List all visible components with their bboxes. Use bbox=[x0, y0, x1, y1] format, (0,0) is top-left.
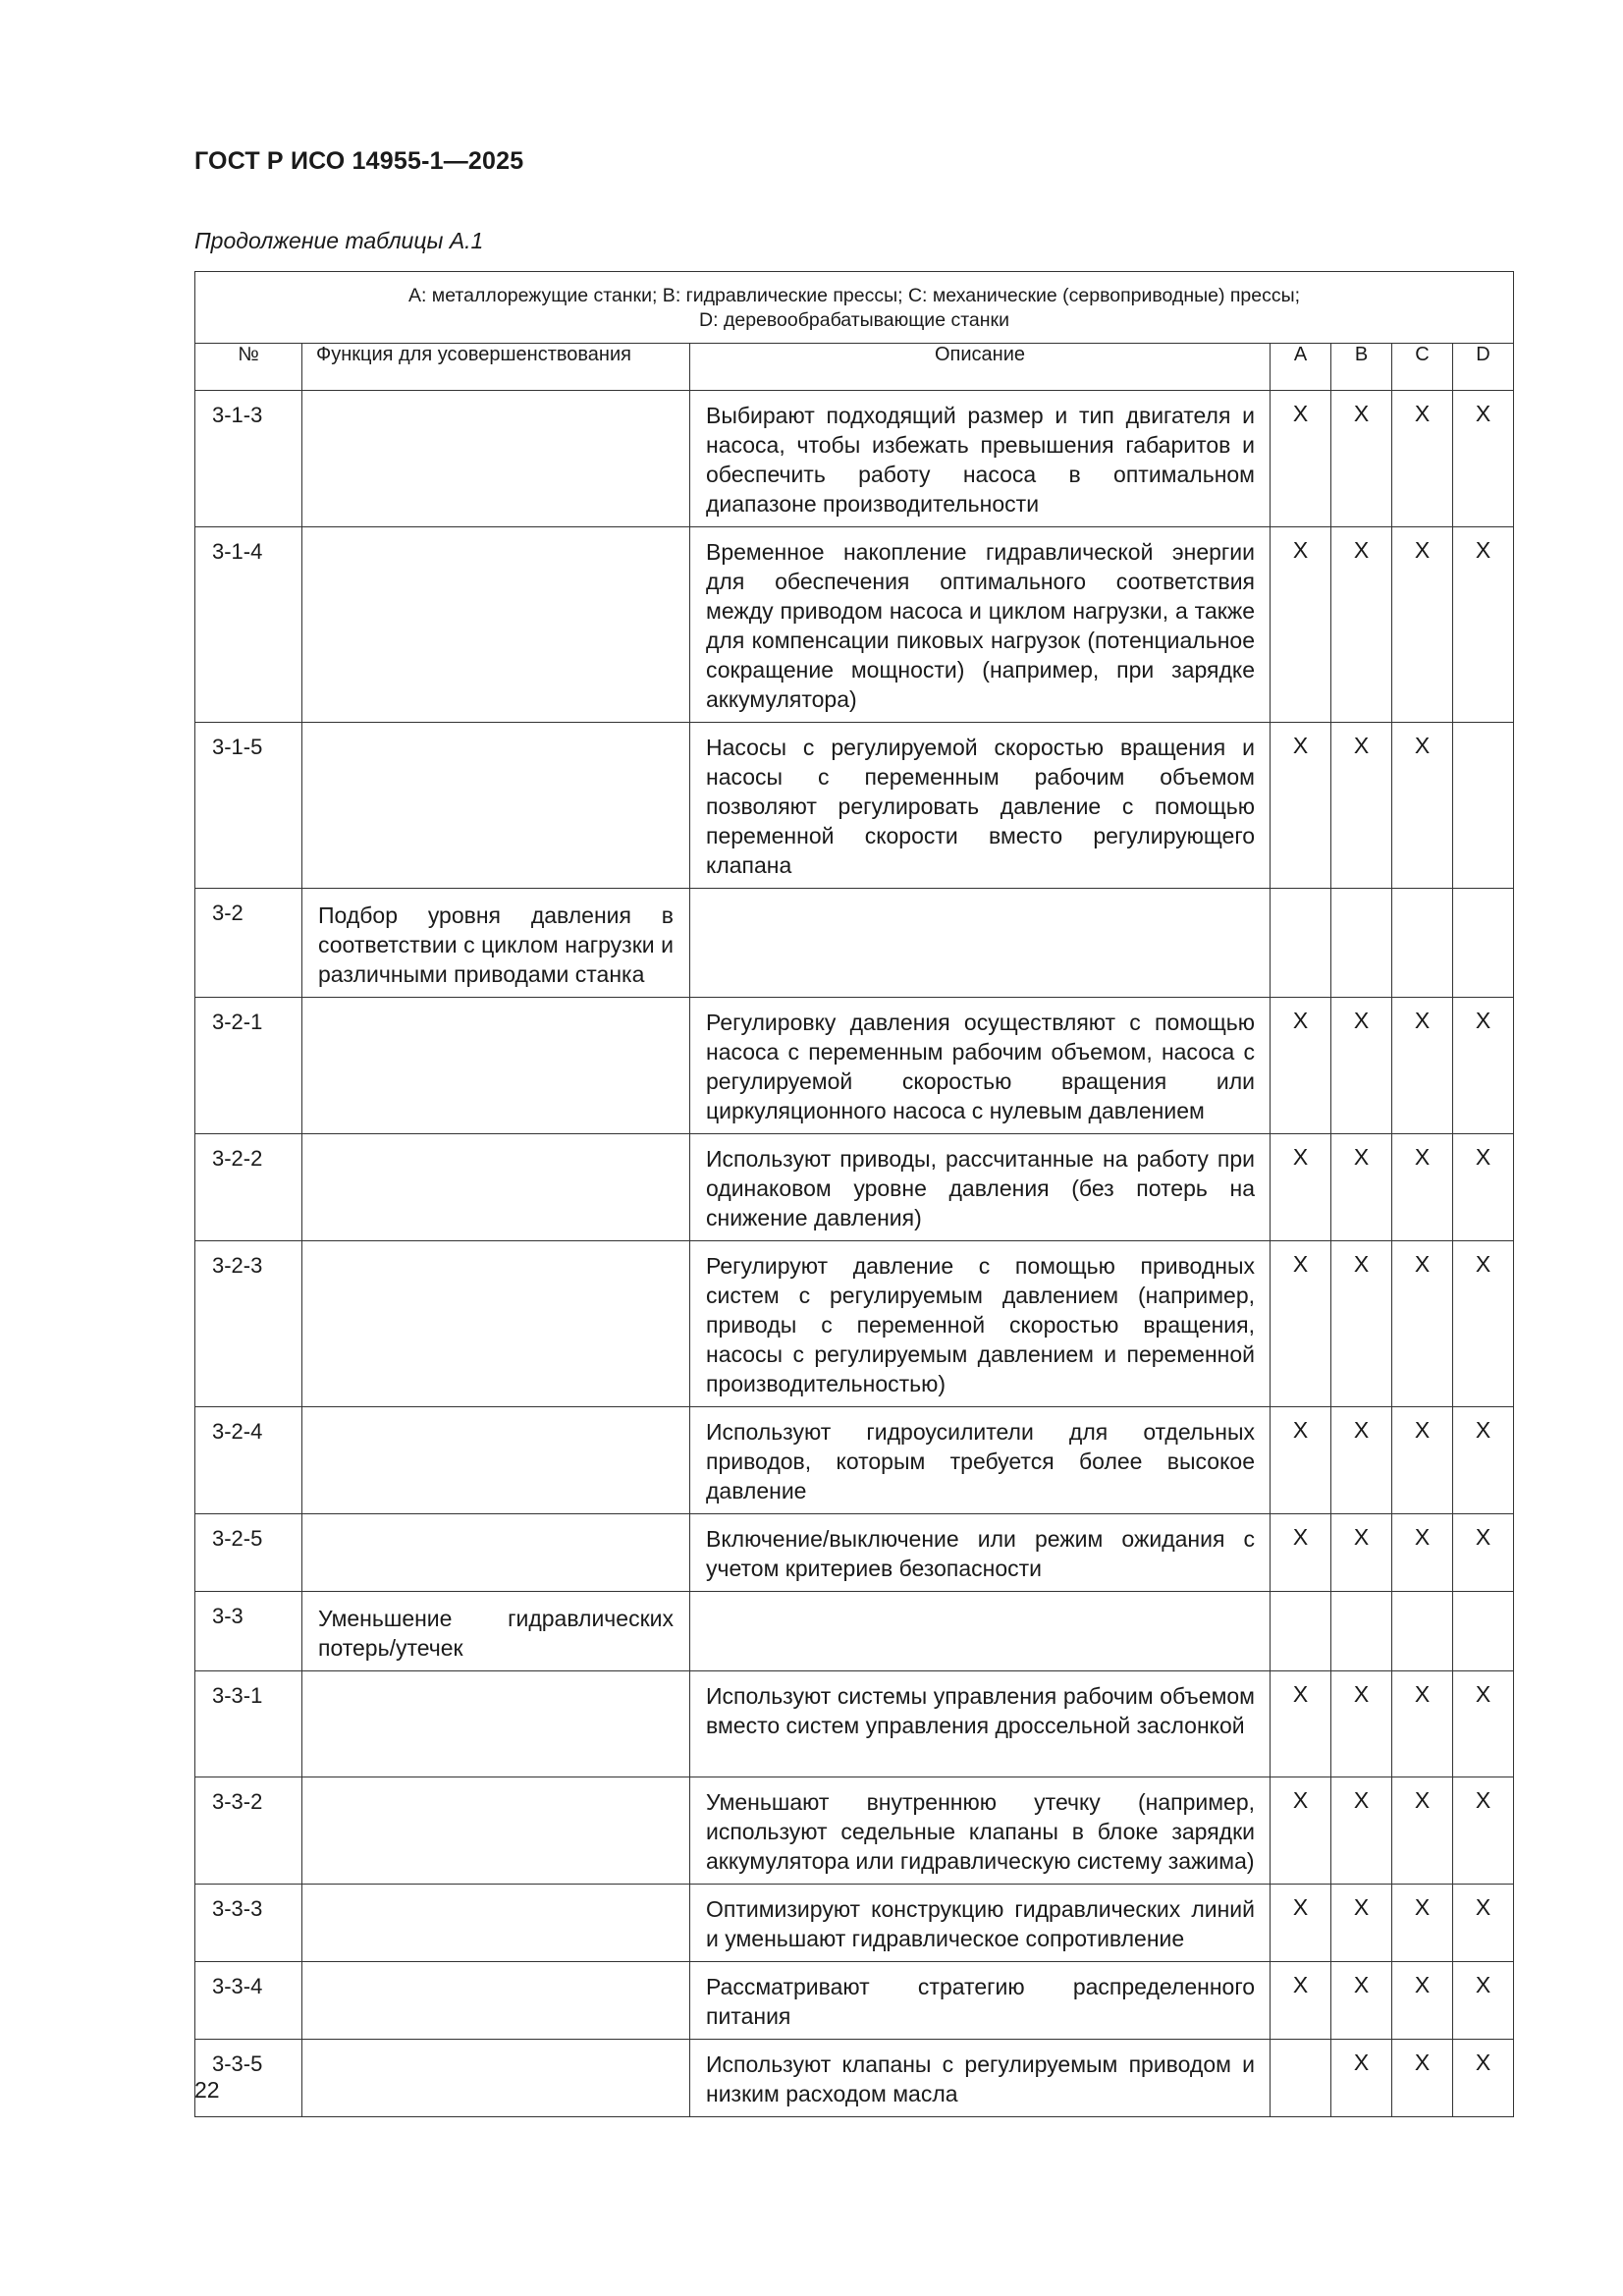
row-mark-c: X bbox=[1392, 723, 1453, 889]
row-mark-c: X bbox=[1392, 1962, 1453, 2040]
machine-type-legend bbox=[195, 272, 1514, 344]
row-mark-c: X bbox=[1392, 1241, 1453, 1407]
row-description: Уменьшают внутреннюю утечку (например, используют седельные клапаны в блоке зарядки аккумулятора или гидравлическую систему зажима) bbox=[690, 1777, 1271, 1885]
row-description: Насосы с регулируемой скоростью вращения и насосы с переменным рабочим объемом позволяют регулировать давление с помощью переменной скорости вместо регулирующего клапана bbox=[690, 723, 1271, 889]
table-row bbox=[195, 723, 1514, 889]
row-description: Используют системы управления рабочим объемом вместо систем управления дроссельной заслонкой bbox=[690, 1671, 1271, 1777]
row-description: Рассматривают стратегию распределенного питания bbox=[690, 1962, 1271, 2040]
row-description: Используют гидроусилители для отдельных приводов, которым требуется более высокое давление bbox=[690, 1407, 1271, 1514]
row-mark-d: X bbox=[1453, 1407, 1514, 1514]
row-mark-c: X bbox=[1392, 1671, 1453, 1777]
row-number: 3-2-2 bbox=[195, 1134, 302, 1241]
row-mark-c bbox=[1392, 1592, 1453, 1671]
table-caption: Продолжение таблицы А.1 bbox=[194, 228, 484, 253]
row-mark-b: X bbox=[1331, 998, 1392, 1134]
table-row bbox=[195, 1777, 1514, 1885]
row-description: Оптимизируют конструкцию гидравлических линий и уменьшают гидравлическое сопротивление bbox=[690, 1885, 1271, 1962]
row-description: Используют клапаны с регулируемым приводом и низким расходом масла bbox=[690, 2040, 1271, 2117]
row-mark-d: X bbox=[1453, 1514, 1514, 1592]
row-description: Регулируют давление с помощью приводных систем с регулируемым давлением (например, приводы с переменной скоростью вращения, насосы с регулируемым давлением и переменной производительностью) bbox=[690, 1241, 1271, 1407]
table-row bbox=[195, 2040, 1514, 2117]
row-function: Подбор уровня давления в соответствии с циклом нагрузки и различными приводами станка bbox=[302, 889, 690, 998]
row-function bbox=[302, 1241, 690, 1407]
row-function bbox=[302, 1777, 690, 1885]
row-mark-c: X bbox=[1392, 1514, 1453, 1592]
header-b: B bbox=[1331, 344, 1392, 391]
row-mark-d: X bbox=[1453, 527, 1514, 723]
header-description: Описание bbox=[690, 344, 1271, 391]
row-mark-b: X bbox=[1331, 527, 1392, 723]
row-description bbox=[690, 889, 1271, 998]
header-c: C bbox=[1392, 344, 1453, 391]
row-mark-c bbox=[1392, 889, 1453, 998]
row-mark-c: X bbox=[1392, 1134, 1453, 1241]
table-row bbox=[195, 1407, 1514, 1514]
row-mark-c: X bbox=[1392, 1885, 1453, 1962]
table-row bbox=[195, 1592, 1514, 1671]
table-row bbox=[195, 1671, 1514, 1777]
row-mark-b: X bbox=[1331, 2040, 1392, 2117]
row-mark-b bbox=[1331, 1592, 1392, 1671]
row-mark-b: X bbox=[1331, 391, 1392, 527]
row-mark-d: X bbox=[1453, 391, 1514, 527]
row-mark-a: X bbox=[1271, 527, 1331, 723]
row-mark-b: X bbox=[1331, 1671, 1392, 1777]
header-num: № bbox=[195, 344, 302, 391]
row-function bbox=[302, 1885, 690, 1962]
document-code: ГОСТ Р ИСО 14955-1—2025 bbox=[194, 147, 524, 175]
row-mark-a: X bbox=[1271, 1671, 1331, 1777]
row-mark-a: X bbox=[1271, 391, 1331, 527]
row-mark-b: X bbox=[1331, 1407, 1392, 1514]
legend-line-1: А: металлорежущие станки; В: гидравлические прессы; С: механические (сервоприводные) прессы; bbox=[407, 285, 1301, 306]
table-row bbox=[195, 1514, 1514, 1592]
row-mark-c: X bbox=[1392, 1407, 1453, 1514]
table-row bbox=[195, 998, 1514, 1134]
row-number: 3-3-2 bbox=[195, 1777, 302, 1885]
row-function bbox=[302, 1514, 690, 1592]
row-mark-c: X bbox=[1392, 2040, 1453, 2117]
row-function bbox=[302, 723, 690, 889]
row-mark-a bbox=[1271, 889, 1331, 998]
legend-line-2: D: деревообрабатывающие станки bbox=[699, 309, 1009, 331]
row-function bbox=[302, 1134, 690, 1241]
row-mark-c: X bbox=[1392, 391, 1453, 527]
row-mark-d bbox=[1453, 723, 1514, 889]
row-mark-d: X bbox=[1453, 1777, 1514, 1885]
table-row bbox=[195, 1134, 1514, 1241]
header-a: A bbox=[1271, 344, 1331, 391]
row-mark-d: X bbox=[1453, 1885, 1514, 1962]
row-description: Регулировку давления осуществляют с помощью насоса с переменным рабочим объемом, насоса с регулируемой скоростью вращения или циркуляционного насоса с нулевым давлением bbox=[690, 998, 1271, 1134]
row-number: 3-2-1 bbox=[195, 998, 302, 1134]
row-mark-d bbox=[1453, 1592, 1514, 1671]
table-row bbox=[195, 1885, 1514, 1962]
row-function bbox=[302, 998, 690, 1134]
row-number: 3-2-3 bbox=[195, 1241, 302, 1407]
row-function bbox=[302, 527, 690, 723]
row-number: 3-1-3 bbox=[195, 391, 302, 527]
row-function bbox=[302, 391, 690, 527]
row-mark-a: X bbox=[1271, 1134, 1331, 1241]
row-number: 3-1-4 bbox=[195, 527, 302, 723]
table-row bbox=[195, 527, 1514, 723]
row-mark-c: X bbox=[1392, 527, 1453, 723]
row-mark-a: X bbox=[1271, 723, 1331, 889]
row-number: 3-2-4 bbox=[195, 1407, 302, 1514]
row-number: 3-3-3 bbox=[195, 1885, 302, 1962]
table-row bbox=[195, 1962, 1514, 2040]
row-mark-b: X bbox=[1331, 1962, 1392, 2040]
row-mark-a: X bbox=[1271, 1407, 1331, 1514]
row-number: 3-3-1 bbox=[195, 1671, 302, 1777]
table-body bbox=[195, 391, 1514, 2117]
table-row bbox=[195, 1241, 1514, 1407]
row-mark-d: X bbox=[1453, 998, 1514, 1134]
row-mark-d: X bbox=[1453, 1241, 1514, 1407]
row-mark-a: X bbox=[1271, 998, 1331, 1134]
header-d: D bbox=[1453, 344, 1514, 391]
row-mark-b: X bbox=[1331, 1241, 1392, 1407]
row-mark-d: X bbox=[1453, 1671, 1514, 1777]
row-function: Уменьшение гидравлических потерь/утечек bbox=[302, 1592, 690, 1671]
row-mark-b: X bbox=[1331, 1134, 1392, 1241]
row-function bbox=[302, 1407, 690, 1514]
row-mark-b: X bbox=[1331, 1777, 1392, 1885]
row-function bbox=[302, 1962, 690, 2040]
row-description: Выбирают подходящий размер и тип двигателя и насоса, чтобы избежать превышения габаритов и обеспечить работу насоса в оптимальном диапазоне производительности bbox=[690, 391, 1271, 527]
row-number: 3-3-4 bbox=[195, 1962, 302, 2040]
row-mark-a bbox=[1271, 2040, 1331, 2117]
row-description: Временное накопление гидравлической энергии для обеспечения оптимального соответствия между приводом насоса и циклом нагрузки, а также для компенсации пиковых нагрузок (потенциальное сокращение мощности) (например, при зарядке аккумулятора) bbox=[690, 527, 1271, 723]
table-row bbox=[195, 889, 1514, 998]
row-mark-d: X bbox=[1453, 1134, 1514, 1241]
row-mark-c: X bbox=[1392, 998, 1453, 1134]
row-number: 3-2-5 bbox=[195, 1514, 302, 1592]
row-function bbox=[302, 1671, 690, 1777]
row-mark-d: X bbox=[1453, 1962, 1514, 2040]
row-mark-a: X bbox=[1271, 1777, 1331, 1885]
row-mark-a: X bbox=[1271, 1885, 1331, 1962]
row-mark-d: X bbox=[1453, 2040, 1514, 2117]
row-description: Включение/выключение или режим ожидания с учетом критериев безопасности bbox=[690, 1514, 1271, 1592]
row-number: 3-1-5 bbox=[195, 723, 302, 889]
column-header-row bbox=[195, 344, 1514, 391]
row-number: 3-2 bbox=[195, 889, 302, 998]
row-description: Используют приводы, рассчитанные на работу при одинаковом уровне давления (без потерь на снижение давления) bbox=[690, 1134, 1271, 1241]
row-mark-a: X bbox=[1271, 1514, 1331, 1592]
row-mark-b: X bbox=[1331, 723, 1392, 889]
row-mark-b bbox=[1331, 889, 1392, 998]
table-row bbox=[195, 391, 1514, 527]
page-number: 22 bbox=[194, 2077, 220, 2103]
row-mark-a bbox=[1271, 1592, 1331, 1671]
row-function bbox=[302, 2040, 690, 2117]
row-number: 3-3-5 bbox=[195, 2040, 302, 2117]
row-mark-d bbox=[1453, 889, 1514, 998]
row-mark-b: X bbox=[1331, 1885, 1392, 1962]
row-number: 3-3 bbox=[195, 1592, 302, 1671]
row-mark-c: X bbox=[1392, 1777, 1453, 1885]
requirements-table bbox=[194, 271, 1514, 2117]
row-description bbox=[690, 1592, 1271, 1671]
row-mark-b: X bbox=[1331, 1514, 1392, 1592]
row-mark-a: X bbox=[1271, 1962, 1331, 2040]
row-mark-a: X bbox=[1271, 1241, 1331, 1407]
header-function: Функция для усовершенствования bbox=[302, 344, 690, 391]
